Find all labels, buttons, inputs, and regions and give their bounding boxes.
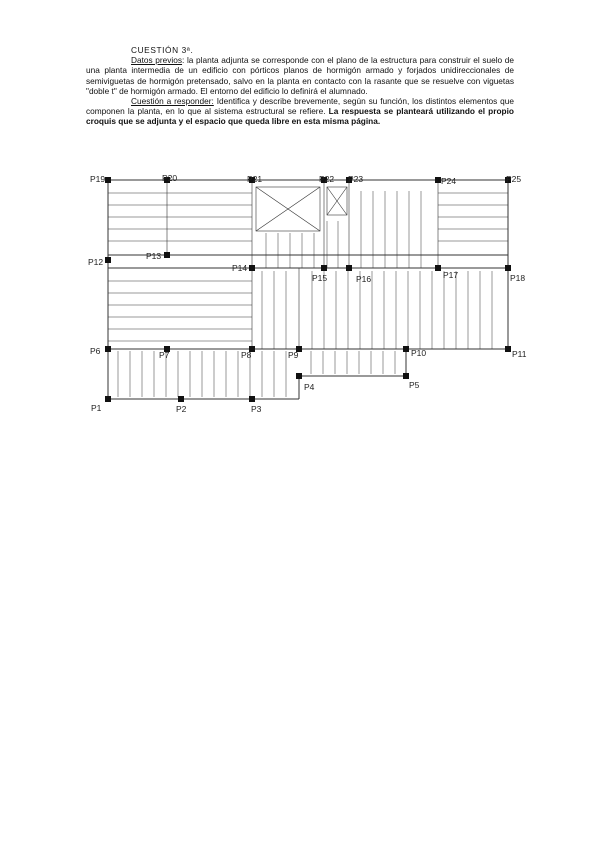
- pillar-label-p4: P4: [304, 382, 315, 392]
- pillar-label-p9: P9: [288, 350, 299, 360]
- pillar-label-p23: P23: [348, 174, 364, 184]
- pillar-label-p12: P12: [88, 257, 104, 267]
- cuestion-paragraph: [86, 96, 514, 127]
- pillar-label-p7: P7: [159, 350, 170, 360]
- pillar-label-p15: P15: [312, 273, 328, 283]
- pillar-label-p11: P11: [512, 349, 527, 359]
- pillar-label-p18: P18: [510, 273, 526, 283]
- datos-previos-paragraph: [86, 55, 514, 96]
- pillar-label-p5: P5: [409, 380, 420, 390]
- pillar-label-p3: P3: [251, 404, 262, 414]
- datos-previos-label: Datos previos: [131, 55, 183, 66]
- pillar-label-p16: P16: [356, 274, 372, 284]
- pillar-label-p24: P24: [441, 176, 457, 186]
- pillar-label-p2: P2: [176, 404, 187, 414]
- cuestion-bold-text: La respuesta se planteará utilizando el propio croquis que se adjunta y el espacio que queda libre en esta misma página.: [86, 106, 514, 127]
- pillar-label-p20: P20: [162, 173, 178, 183]
- structure-plan-sketch: [86, 171, 527, 419]
- question-title: CUESTIÓN 3ª.: [131, 45, 194, 55]
- pillar-label-p21: P21: [247, 174, 263, 184]
- pillar-label-p6: P6: [90, 346, 101, 356]
- question-text-block: [86, 45, 514, 127]
- pillar-label-p8: P8: [241, 350, 252, 360]
- pillar-label-p13: P13: [146, 251, 162, 261]
- pillar-label-p17: P17: [443, 270, 459, 280]
- cuestion-label: Cuestión a responder:: [131, 96, 214, 107]
- pillar-label-p19: P19: [90, 174, 106, 184]
- pillar-label-p25: P25: [506, 174, 522, 184]
- datos-previos-text: : la planta adjunta se corresponde con el plano de la estructura para construir el suelo de una planta intermedia de un edificio con pórticos planos de hormigón armado y forjados unidireccionales de semiviguetas de hormigón pretensado, salvo en la planta en contacto con la rasante que se resuelve con viguetas "doble t" de hormigón armado. El entorno del edificio lo definirá el alumnado.: [86, 55, 514, 96]
- pillar-label-p1: P1: [91, 403, 102, 413]
- pillar-label-p22: P22: [319, 174, 335, 184]
- structure-plan-svg: [86, 171, 527, 419]
- cuestion-text: Identifica y describe brevemente, según su función, los distintos elementos que componen la planta, en lo que al sistema estructural se refiere.: [86, 96, 514, 117]
- pillar-label-p14: P14: [232, 263, 248, 273]
- pillar-label-p10: P10: [411, 348, 427, 358]
